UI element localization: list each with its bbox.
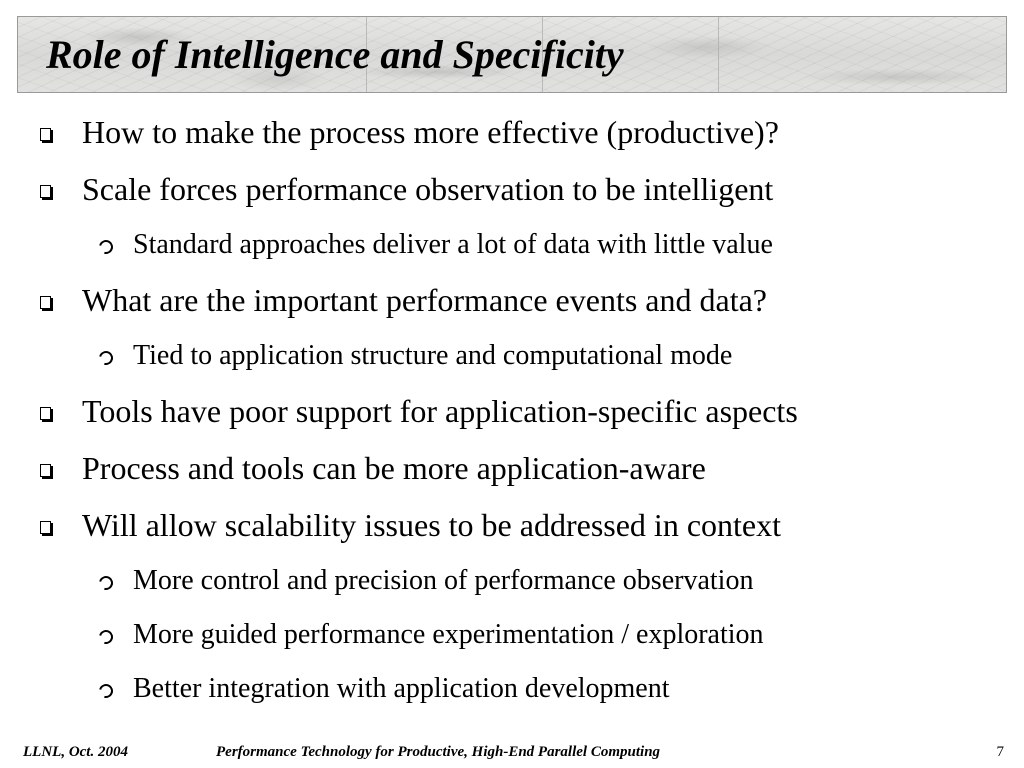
- marble-seam: [718, 17, 719, 92]
- open-circle-bullet-icon: [96, 627, 115, 646]
- sub-bullet-item: [0, 662, 1024, 716]
- footer-venue-date: LLNL, Oct. 2004: [23, 744, 128, 760]
- open-circle-bullet-icon: [96, 573, 115, 592]
- open-circle-bullet-icon: [96, 348, 115, 367]
- hollow-square-bullet-icon: [40, 185, 51, 198]
- hollow-square-bullet-icon: [40, 464, 51, 477]
- hollow-square-bullet-icon: [40, 407, 51, 420]
- sub-bullet-text: More guided performance experimentation / exploration: [133, 619, 764, 650]
- bullet-item: [0, 383, 1024, 440]
- sub-bullet-item: [0, 218, 1024, 272]
- title-banner: [17, 16, 1007, 93]
- bullet-item: [0, 497, 1024, 554]
- sub-bullet-item: [0, 554, 1024, 608]
- footer-talk-title: Performance Technology for Productive, High-End Parallel Computing: [216, 744, 661, 760]
- hollow-square-bullet-icon: [40, 296, 51, 309]
- page-number: 7: [996, 744, 1004, 760]
- bullet-text: How to make the process more effective (productive)?: [82, 114, 779, 150]
- sub-bullet-text: More control and precision of performance observation: [133, 565, 754, 596]
- open-circle-bullet-icon: [96, 681, 115, 700]
- bullet-item: [0, 104, 1024, 161]
- open-circle-bullet-icon: [96, 237, 115, 256]
- sub-bullet-text: Better integration with application development: [133, 673, 670, 704]
- hollow-square-bullet-icon: [40, 128, 51, 141]
- sub-bullet-item: [0, 329, 1024, 383]
- bullet-list: [0, 104, 1024, 716]
- slide-footer: [0, 740, 1024, 764]
- bullet-item: [0, 440, 1024, 497]
- sub-bullet-text: Tied to application structure and computational mode: [133, 340, 733, 371]
- bullet-item: [0, 272, 1024, 329]
- sub-bullet-text: Standard approaches deliver a lot of data with little value: [133, 229, 773, 260]
- sub-bullet-item: [0, 608, 1024, 662]
- bullet-text: Will allow scalability issues to be addressed in context: [82, 507, 781, 543]
- bullet-item: [0, 161, 1024, 218]
- slide-title: Role of Intelligence and Specificity: [46, 32, 624, 77]
- bullet-text: Process and tools can be more application-aware: [82, 450, 706, 486]
- hollow-square-bullet-icon: [40, 521, 51, 534]
- bullet-text: Scale forces performance observation to be intelligent: [82, 171, 774, 207]
- bullet-text: What are the important performance events and data?: [82, 282, 767, 318]
- bullet-text: Tools have poor support for application-specific aspects: [82, 393, 798, 429]
